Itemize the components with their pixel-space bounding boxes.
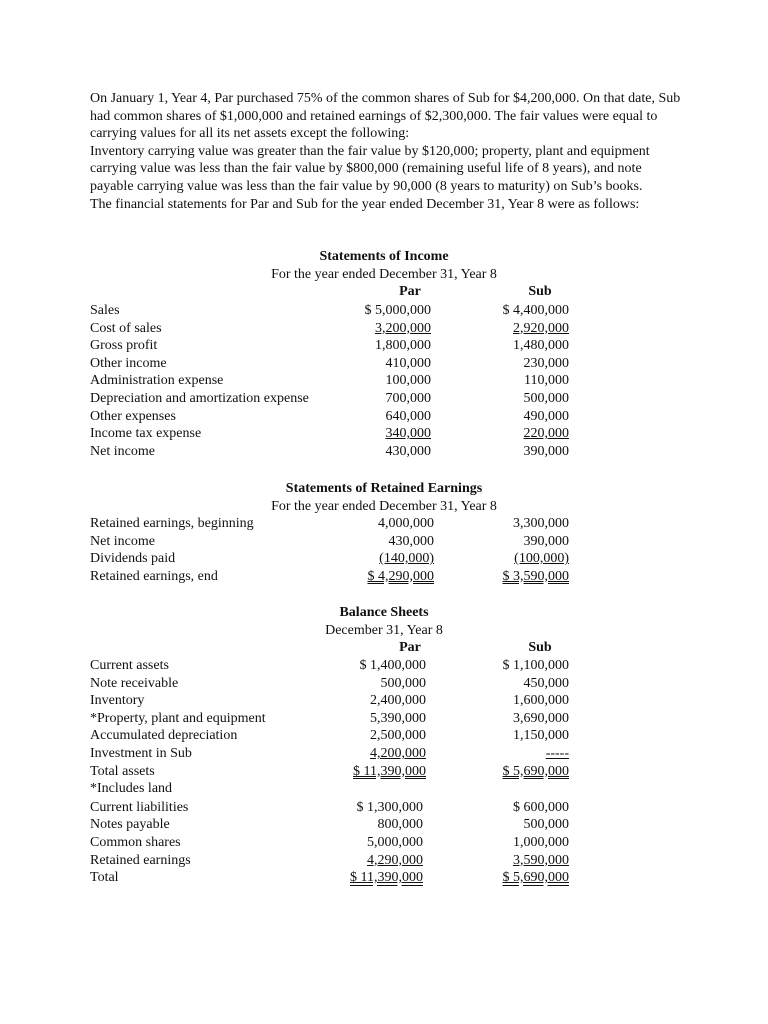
- income-title: Statements of Income: [319, 249, 449, 264]
- table-row: [0, 302, 768, 320]
- row-label: Net income: [90, 533, 155, 549]
- row-label: Administration expense: [90, 373, 224, 389]
- par-value: $ 11,390,000: [353, 763, 426, 779]
- sub-value: 2,920,000: [513, 320, 569, 336]
- row-label: Notes payable: [90, 817, 170, 833]
- table-row: [0, 533, 768, 551]
- table-row: [0, 727, 768, 745]
- sub-value: $ 5,690,000: [502, 870, 569, 886]
- row-label: Income tax expense: [90, 426, 202, 442]
- row-label: Common shares: [90, 835, 181, 850]
- intro-paragraph-1: On January 1, Year 4, Par purchased 75% of the common shares of Sub for $4,200,000. On that date, Sub had common shares of $1,000,000 and retained earnings of $2,300,000. The fair values were equal to carrying values for all its net assets except the following:: [90, 91, 681, 142]
- sub-value: (100,000): [514, 551, 569, 567]
- par-value: 700,000: [385, 391, 431, 406]
- sub-value: 3,690,000: [513, 710, 569, 726]
- par-value: 4,290,000: [367, 852, 423, 868]
- row-label: Depreciation and amortization expense: [90, 391, 309, 406]
- row-label: Cost of sales: [90, 320, 162, 336]
- col-header-sub: Sub: [528, 284, 552, 299]
- row-label: Dividends paid: [90, 551, 176, 567]
- table-row: [0, 355, 768, 373]
- row-label: Current assets: [90, 658, 169, 673]
- income-subtitle: For the year ended December 31, Year 8: [271, 267, 497, 282]
- row-label: Net income: [90, 443, 155, 459]
- par-value: 500,000: [380, 675, 426, 691]
- row-label: Sales: [90, 303, 120, 318]
- sub-value: -----: [545, 746, 569, 761]
- table-row: [0, 515, 768, 533]
- intro-paragraph-2: Inventory carrying value was greater than the fair value by $120,000; property, plant and equipment carrying value was less than the fair value by $800,000 (remaining useful life of 8 years), and note payable carrying value was less than the fair value by 90,000 (8 years to maturity) on Sub’s books.: [90, 143, 650, 194]
- row-label: Investment in Sub: [90, 746, 192, 761]
- par-value: $ 1,300,000: [356, 799, 423, 815]
- table-row: [0, 799, 768, 817]
- row-label: Total assets: [90, 763, 155, 779]
- table-row: [0, 443, 768, 461]
- table-row: [0, 763, 768, 781]
- par-value: 5,390,000: [370, 710, 426, 726]
- table-row: [0, 675, 768, 693]
- table-row: [0, 408, 768, 426]
- table-row: [0, 710, 768, 728]
- sub-value: $ 5,690,000: [502, 763, 569, 779]
- income-header-row: [0, 283, 768, 301]
- sub-value: 490,000: [523, 408, 569, 424]
- sub-value: $ 600,000: [513, 799, 569, 815]
- table-row: [0, 692, 768, 710]
- sub-value: 500,000: [523, 391, 569, 406]
- par-value: $ 5,000,000: [364, 303, 431, 318]
- table-row: [0, 390, 768, 408]
- table-row: [0, 425, 768, 443]
- par-value: 2,400,000: [370, 693, 426, 709]
- sub-value: 1,000,000: [513, 835, 569, 850]
- table-row: [0, 337, 768, 355]
- sub-value: $ 3,590,000: [502, 568, 569, 584]
- par-value: 2,500,000: [370, 728, 426, 744]
- row-label: Other income: [90, 355, 167, 371]
- col-header-par: Par: [399, 284, 421, 299]
- table-row: [0, 657, 768, 675]
- par-value: 100,000: [385, 373, 431, 389]
- sub-value: 450,000: [523, 675, 569, 691]
- par-value: 4,200,000: [370, 746, 426, 761]
- table-row: [0, 869, 768, 887]
- table-row: [0, 568, 768, 586]
- sub-value: 390,000: [523, 533, 569, 549]
- row-label: Gross profit: [90, 338, 158, 354]
- sub-value: 110,000: [524, 373, 569, 389]
- par-value: 410,000: [385, 355, 431, 371]
- bs-header-row: [0, 639, 768, 657]
- sub-value: $ 4,400,000: [502, 303, 569, 318]
- table-row: [0, 745, 768, 763]
- sub-value: 1,150,000: [513, 728, 569, 744]
- row-label: Current liabilities: [90, 799, 189, 815]
- par-value: 5,000,000: [367, 835, 423, 850]
- par-value: 3,200,000: [375, 320, 431, 336]
- par-value: 430,000: [385, 443, 431, 459]
- row-label: Inventory: [90, 693, 145, 709]
- table-row: [0, 550, 768, 568]
- row-label: Retained earnings: [90, 852, 191, 868]
- table-row: [0, 320, 768, 338]
- sub-value: $ 1,100,000: [502, 658, 569, 673]
- par-value: (140,000): [379, 551, 434, 567]
- sub-value: 3,300,000: [513, 516, 569, 531]
- par-value: 640,000: [385, 408, 431, 424]
- re-subtitle: For the year ended December 31, Year 8: [271, 499, 497, 514]
- row-label: Other expenses: [90, 408, 176, 424]
- footnote-row: [0, 780, 768, 798]
- row-label: Total: [90, 870, 119, 886]
- sub-value: 230,000: [523, 355, 569, 371]
- row-label: Note receivable: [90, 675, 179, 691]
- sub-value: 3,590,000: [513, 852, 569, 868]
- row-label: Retained earnings, beginning: [90, 516, 254, 531]
- bs-title: Balance Sheets: [339, 605, 429, 620]
- par-value: $ 1,400,000: [359, 658, 426, 673]
- par-value: 1,800,000: [375, 338, 431, 354]
- table-row: [0, 372, 768, 390]
- row-label: *Property, plant and equipment: [90, 710, 266, 726]
- sub-value: 1,480,000: [513, 338, 569, 354]
- includes-land-note: *Includes land: [90, 781, 173, 797]
- col-header-sub: Sub: [528, 640, 552, 655]
- table-row: [0, 816, 768, 834]
- par-value: 430,000: [388, 533, 434, 549]
- problem-statement: [90, 90, 685, 213]
- intro-paragraph-3: The financial statements for Par and Sub for the year ended December 31, Year 8 were as follows:: [90, 196, 640, 212]
- par-value: 4,000,000: [378, 516, 434, 531]
- re-title: Statements of Retained Earnings: [285, 481, 483, 496]
- table-row: [0, 852, 768, 870]
- row-label: Accumulated depreciation: [90, 728, 238, 744]
- sub-value: 1,600,000: [513, 693, 569, 709]
- par-value: $ 4,290,000: [367, 568, 434, 584]
- sub-value: 220,000: [523, 426, 569, 442]
- bs-subtitle: December 31, Year 8: [325, 623, 443, 638]
- sub-value: 500,000: [523, 817, 569, 833]
- par-value: $ 11,390,000: [350, 870, 423, 886]
- par-value: 800,000: [377, 817, 423, 833]
- table-row: [0, 834, 768, 852]
- sub-value: 390,000: [523, 443, 569, 459]
- par-value: 340,000: [385, 426, 431, 442]
- col-header-par: Par: [399, 640, 421, 655]
- row-label: Retained earnings, end: [90, 568, 218, 584]
